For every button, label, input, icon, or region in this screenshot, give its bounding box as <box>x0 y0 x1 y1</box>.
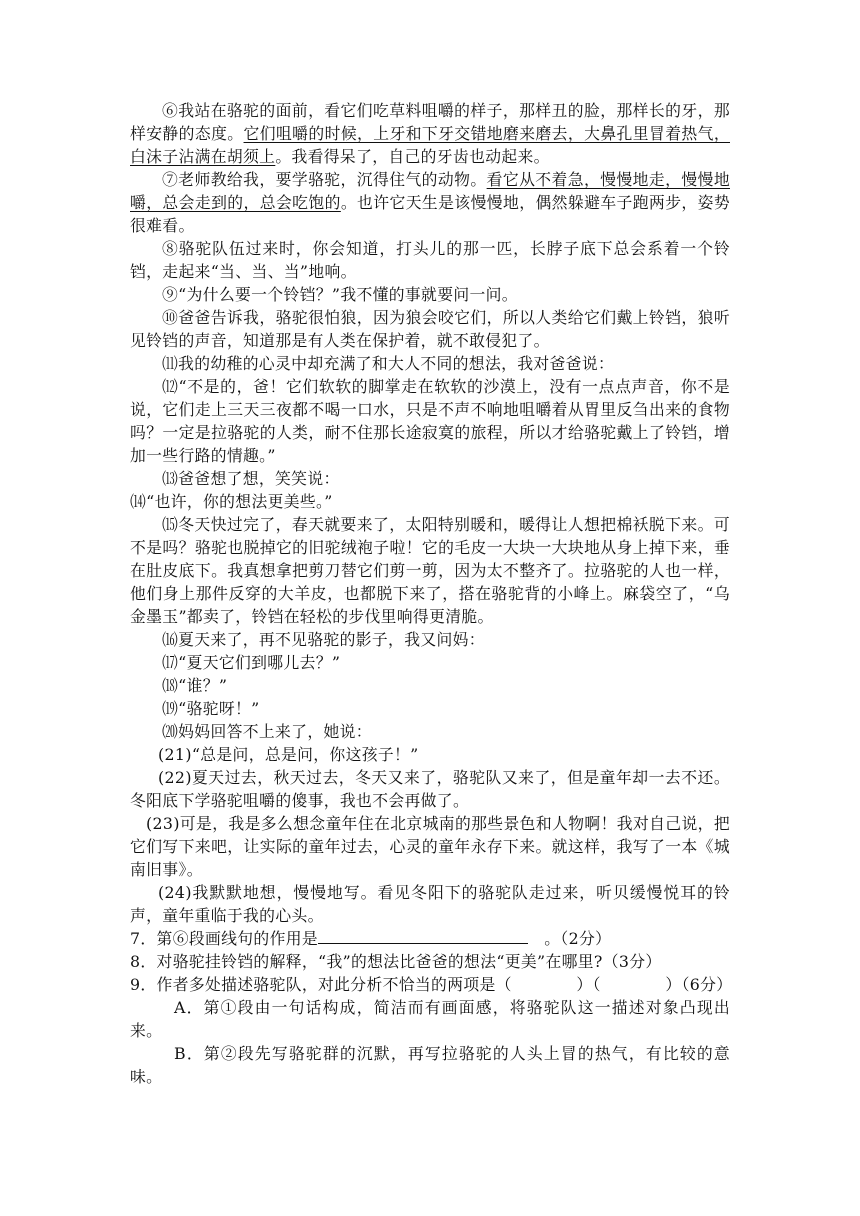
paragraph-13: ⒀爸爸想了想，笑笑说： <box>162 469 340 488</box>
paragraph-15: ⒂冬天快过完了，春天就要来了，太阳特别暖和，暖得让人想把棉袄脱下来。可不是吗？骆驼也脱掉它的旧驼绒袍子啦！它的毛皮一大块一大块地从身上掉下来，垂在肚皮底下。我真想拿把剪刀替它们剪一剪，因为太不整齐了。拉骆驼的人也一样，他们身上那件反穿的大羊皮，也都脱下来了，搭在骆驼背的小峰上。麻袋空了，“乌金墨玉”都卖了，铃铛在轻松的步伐里响得更清脆。 <box>130 515 730 626</box>
option-b: B．第②段先写骆驼群的沉默，再写拉骆驼的人头上冒的热气，有比较的意味。 <box>130 1044 730 1086</box>
paragraph-22: (22)夏天过去，秋天过去，冬天又来了，骆驼队又来了，但是童年却一去不还。冬阳底下学骆驼咀嚼的傻事，我也不会再做了。 <box>130 768 730 810</box>
paragraph-21: (21)“总是问，总是问，你这孩子！” <box>158 745 419 764</box>
question-7 <box>130 927 730 950</box>
paragraph-11: ⑾我的幼稚的心灵中却充满了和大人不同的想法，我对爸爸说： <box>162 354 615 373</box>
paragraph-14: ⒁“也许，你的想法更美些。” <box>130 492 333 511</box>
paragraph-7-tail: 。也许它天生是该慢慢地，偶然躲避车子跑两步，姿势很难看。 <box>130 193 730 235</box>
paragraph-8: ⑧骆驼队伍过来时，你会知道，打头儿的那一匹，长脖子底下总会系着一个铃铛，走起来“当、当、当”地响。 <box>130 239 730 281</box>
paragraph-23: (23)可是，我是多么想念童年住在北京城南的那些景色和人物啊！我对自己说，把它们写下来吧，让实际的童年过去，心灵的童年永存下来。就这样，我写了一本《城南旧事》。 <box>130 814 730 879</box>
paragraph-7 <box>130 168 730 237</box>
paragraph-17: ⒄“夏天它们到哪儿去？” <box>162 653 341 672</box>
paragraph-6 <box>130 99 730 168</box>
question-8: 8．对骆驼挂铃铛的解释，“我”的想法比爸爸的想法“更美”在哪里?（3分） <box>130 952 662 971</box>
paragraph-6-text: ⑥我站在骆驼的面前，看它们吃草料咀嚼的样子，那样丑的脸，那样长的牙，那样安静的态度。 <box>130 101 730 143</box>
paragraph-18: ⒅“谁？” <box>162 676 228 695</box>
question-7-score: 。（2分） <box>544 929 612 948</box>
paragraph-16: ⒃夏天来了，再不见骆驼的影子，我又问妈： <box>162 630 485 649</box>
paragraph-20: ⒇妈妈回答不上来了，她说： <box>162 722 372 741</box>
question-7-text: 7．第⑥段画线句的作用是 <box>130 929 319 948</box>
paragraph-24: (24)我默默地想，慢慢地写。看见冬阳下的骆驼队走过来，听贝缓慢悦耳的铃声，童年重临于我的心头。 <box>130 883 730 925</box>
paragraph-10: ⑩爸爸告诉我，骆驼很怕狼，因为狼会咬它们，所以人类给它们戴上铃铛，狼听见铃铛的声音，知道那是有人类在保护着，就不敢侵犯了。 <box>130 308 730 350</box>
underlined-sentence-6: 它们咀嚼的时候，上牙和下牙交错地磨来磨去，大鼻孔里冒着热气，白沫子沾满在胡须上 <box>130 124 730 166</box>
answer-blank[interactable] <box>318 929 528 944</box>
paragraph-9: ⑨“为什么要一个铃铛？”我不懂的事就要问一问。 <box>162 285 518 304</box>
reading-passage <box>130 99 733 1088</box>
paragraph-19: ⒆“骆驼呀！” <box>162 699 260 718</box>
paragraph-7-text: ⑦老师教给我，要学骆驼，沉得住气的动物。 <box>162 170 487 189</box>
paragraph-12: ⑿“不是的，爸！它们软软的脚掌走在软软的沙漠上，没有一点点声音，你不是说，它们走上三天三夜都不喝一口水，只是不声不响地咀嚼着从胃里反刍出来的食物吗？一定是拉骆驼的人类，耐不住那长途寂寞的旅程，所以才给骆驼戴上了铃铛，增加一些行路的情趣。” <box>130 377 730 465</box>
option-a: A．第①段由一句话构成，简洁而有画面感，将骆驼队这一描述对象凸现出来。 <box>130 998 730 1040</box>
paragraph-6-tail: 。我看得呆了，自己的牙齿也动起来。 <box>275 147 550 166</box>
underlined-sentence-7: 看它从不着急，慢慢地走，慢慢地嚼，总会走到的，总会吃饱的 <box>130 170 730 212</box>
question-9: 9．作者多处描述骆驼队，对此分析不恰当的两项是（ ）（ ）（6分） <box>130 975 733 994</box>
